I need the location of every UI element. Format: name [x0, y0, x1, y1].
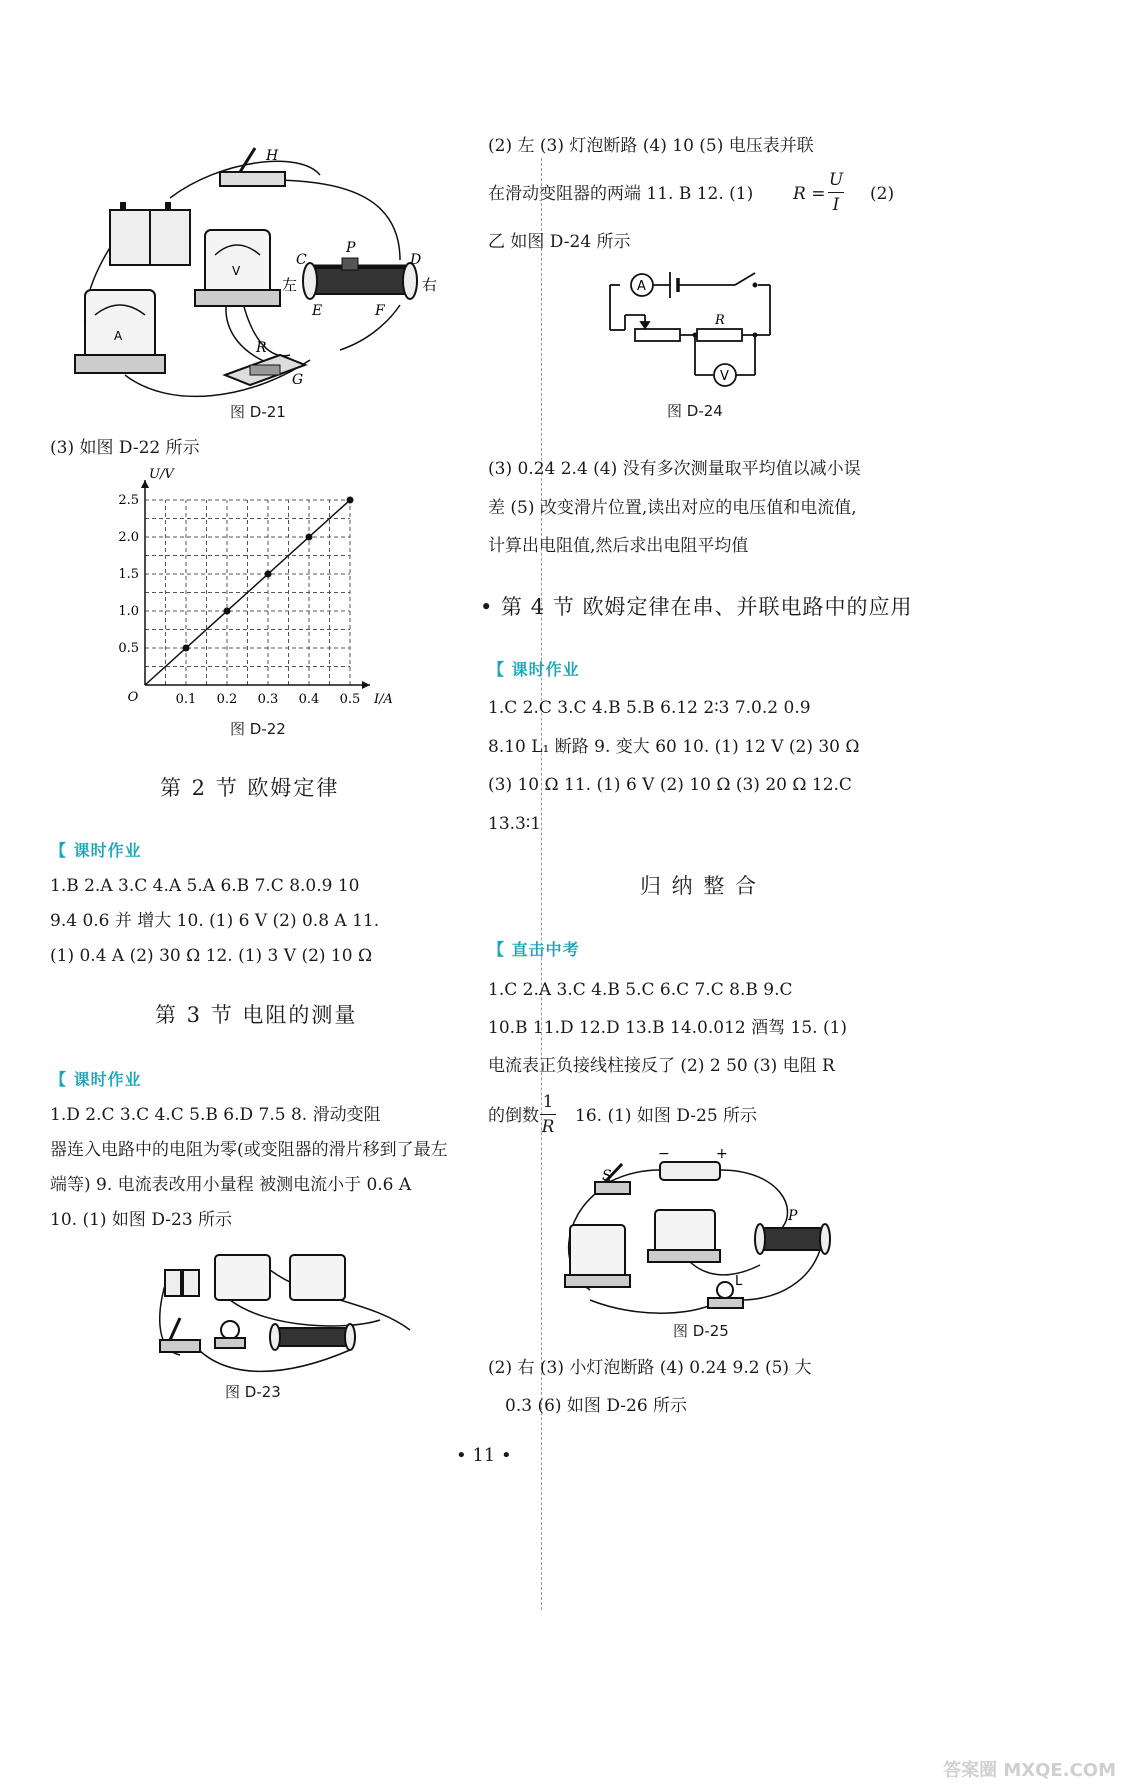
fig25-label-l: L	[735, 1274, 743, 1289]
sec4-tag: 【 课时作业	[488, 660, 580, 679]
fig21-label-e: E	[312, 303, 323, 319]
formula-after: (2)	[870, 184, 895, 204]
formula-fraction	[828, 170, 844, 215]
sec4-title: • 第 4 节 欧姆定律在串、并联电路中的应用	[480, 595, 913, 619]
sec2-line-1: 1.B 2.A 3.C 4.A 5.A 6.B 7.C 8.0.9 10	[50, 876, 360, 896]
x-axis-label: I/A	[374, 692, 393, 707]
fraction-1-over-r	[540, 1092, 556, 1137]
data-point	[347, 497, 354, 504]
origin-label: O	[127, 690, 139, 705]
fig25-caption: 图 D-25	[673, 1322, 729, 1340]
sec3-line-4: 10. (1) 如图 D-23 所示	[50, 1210, 233, 1230]
y-tick-label: 1.0	[118, 604, 139, 619]
sec2-line-2: 9.4 0.6 并 增大 10. (1) 6 V (2) 0.8 A 11.	[50, 911, 380, 931]
sec3-line-2: 器连入电路中的电阻为零(或变阻器的滑片移到了最左	[50, 1140, 448, 1160]
watermark: 答案圈 MXQE.COM	[943, 1760, 1116, 1781]
sec3-title: 第 3 节 电阻的测量	[155, 1003, 358, 1027]
y-tick-label: 0.5	[118, 641, 139, 656]
q3-line: (3) 如图 D-22 所示	[50, 438, 200, 458]
fig21-label-h: H	[266, 148, 279, 164]
right-after24-2: 差 (5) 改变滑片位置,读出对应的电压值和电流值,	[488, 498, 857, 518]
sec3-tag: 【 课时作业	[50, 1070, 142, 1089]
x-tick-label: 0.3	[257, 692, 279, 707]
sec2-tag: 【 课时作业	[50, 841, 142, 860]
x-tick-label: 0.4	[298, 692, 320, 707]
fig24-label-a: A	[637, 279, 646, 294]
figure-d25	[560, 1146, 845, 1315]
summary-line-5: 16. (1) 如图 D-25 所示	[575, 1106, 758, 1126]
summary-line-1: 1.C 2.A 3.C 4.B 5.C 6.C 7.C 8.B 9.C	[488, 980, 793, 1000]
summary-line-4: 的倒数	[488, 1106, 539, 1126]
x-axis-arrow	[362, 681, 370, 689]
sec4-line-1: 1.C 2.C 3.C 4.B 5.B 6.12 2∶3 7.0.2 0.9	[488, 698, 811, 718]
right-line-3: 乙 如图 D-24 所示	[488, 232, 631, 252]
y-tick-label: 2.0	[118, 530, 139, 545]
sec4-line-3: (3) 10 Ω 11. (1) 6 V (2) 10 Ω (3) 20 Ω 12.C	[488, 775, 852, 795]
frac-den: R	[541, 1117, 555, 1137]
x-tick-label: 0.1	[175, 692, 197, 707]
page-number: • 11 •	[456, 1445, 512, 1466]
y-tick-label: 2.5	[118, 493, 139, 508]
data-point	[224, 608, 231, 615]
sec2-line-3: (1) 0.4 A (2) 30 Ω 12. (1) 3 V (2) 10 Ω	[50, 946, 373, 966]
formula-num: U	[828, 170, 844, 190]
right-line-1: (2) 左 (3) 灯泡断路 (4) 10 (5) 电压表并联	[488, 136, 814, 156]
fig21-label-a: A	[114, 329, 123, 343]
summary-line-2: 10.B 11.D 12.D 13.B 14.0.012 酒驾 15. (1)	[488, 1018, 848, 1038]
y-tick-label: 1.5	[118, 567, 139, 582]
fig21-label-v: V	[232, 264, 241, 278]
data-point	[183, 645, 190, 652]
right-line-2: 在滑动变阻器的两端 11. B 12. (1)	[488, 184, 754, 204]
summary-line-3: 电流表正负接线柱接反了 (2) 2 50 (3) 电阻 R	[488, 1056, 835, 1076]
fig21-label-r: R	[256, 340, 267, 356]
fig23-caption: 图 D-23	[225, 1383, 281, 1401]
data-point	[265, 571, 272, 578]
sec3-line-1: 1.D 2.C 3.C 4.C 5.B 6.D 7.5 8. 滑动变阻	[50, 1105, 381, 1125]
right-end-2: 0.3 (6) 如图 D-26 所示	[505, 1396, 688, 1416]
x-tick-label: 0.5	[339, 692, 361, 707]
frac-num: 1	[542, 1092, 554, 1112]
right-after24-3: 计算出电阻值,然后求出电阻平均值	[488, 536, 749, 556]
fig25-label-minus: −	[658, 1146, 670, 1162]
fig21-caption: 图 D-21	[230, 403, 286, 421]
fig21-label-left: 左	[282, 276, 298, 294]
fig24-caption: 图 D-24	[667, 402, 723, 420]
figure-d23	[150, 1240, 460, 1380]
column-divider	[541, 158, 542, 1610]
right-end-1: (2) 右 (3) 小灯泡断路 (4) 0.24 9.2 (5) 大	[488, 1358, 812, 1378]
formula-den: I	[832, 195, 840, 215]
fig21-label-c: C	[296, 252, 307, 268]
y-axis-arrow	[141, 480, 149, 488]
chart-d22	[118, 467, 400, 720]
fig24-label-r: R	[715, 313, 725, 328]
fig21-label-right: 右	[422, 276, 438, 294]
fig25-label-plus: +	[716, 1146, 728, 1162]
formula-lhs: R =	[793, 184, 826, 204]
sec2-title: 第 2 节 欧姆定律	[160, 776, 340, 800]
fig22-caption: 图 D-22	[230, 720, 286, 738]
sec4-line-2: 8.10 L₁ 断路 9. 变大 60 10. (1) 12 V (2) 30 Ω	[488, 737, 860, 757]
figure-d24	[600, 260, 780, 390]
data-point	[306, 534, 313, 541]
fig24-label-v: V	[720, 369, 729, 384]
fig25-label-s: S	[602, 1168, 612, 1184]
fig21-label-p: P	[346, 240, 356, 256]
y-axis-label: U/V	[149, 467, 174, 482]
summary-title: 归 纳 整 合	[640, 874, 759, 898]
fig21-label-g: G	[292, 372, 304, 388]
fig21-label-d: D	[410, 252, 422, 268]
x-tick-label: 0.2	[216, 692, 238, 707]
fig21-label-f: F	[375, 303, 385, 319]
sec3-line-3: 端等) 9. 电流表改用小量程 被测电流小于 0.6 A	[50, 1175, 412, 1195]
right-after24-1: (3) 0.24 2.4 (4) 没有多次测量取平均值以减小误	[488, 459, 861, 479]
fig25-label-p: P	[788, 1208, 798, 1224]
summary-tag: 【 直击中考	[488, 940, 580, 959]
figure-d21	[70, 140, 470, 410]
sec4-line-4: 13.3∶1	[488, 814, 542, 834]
